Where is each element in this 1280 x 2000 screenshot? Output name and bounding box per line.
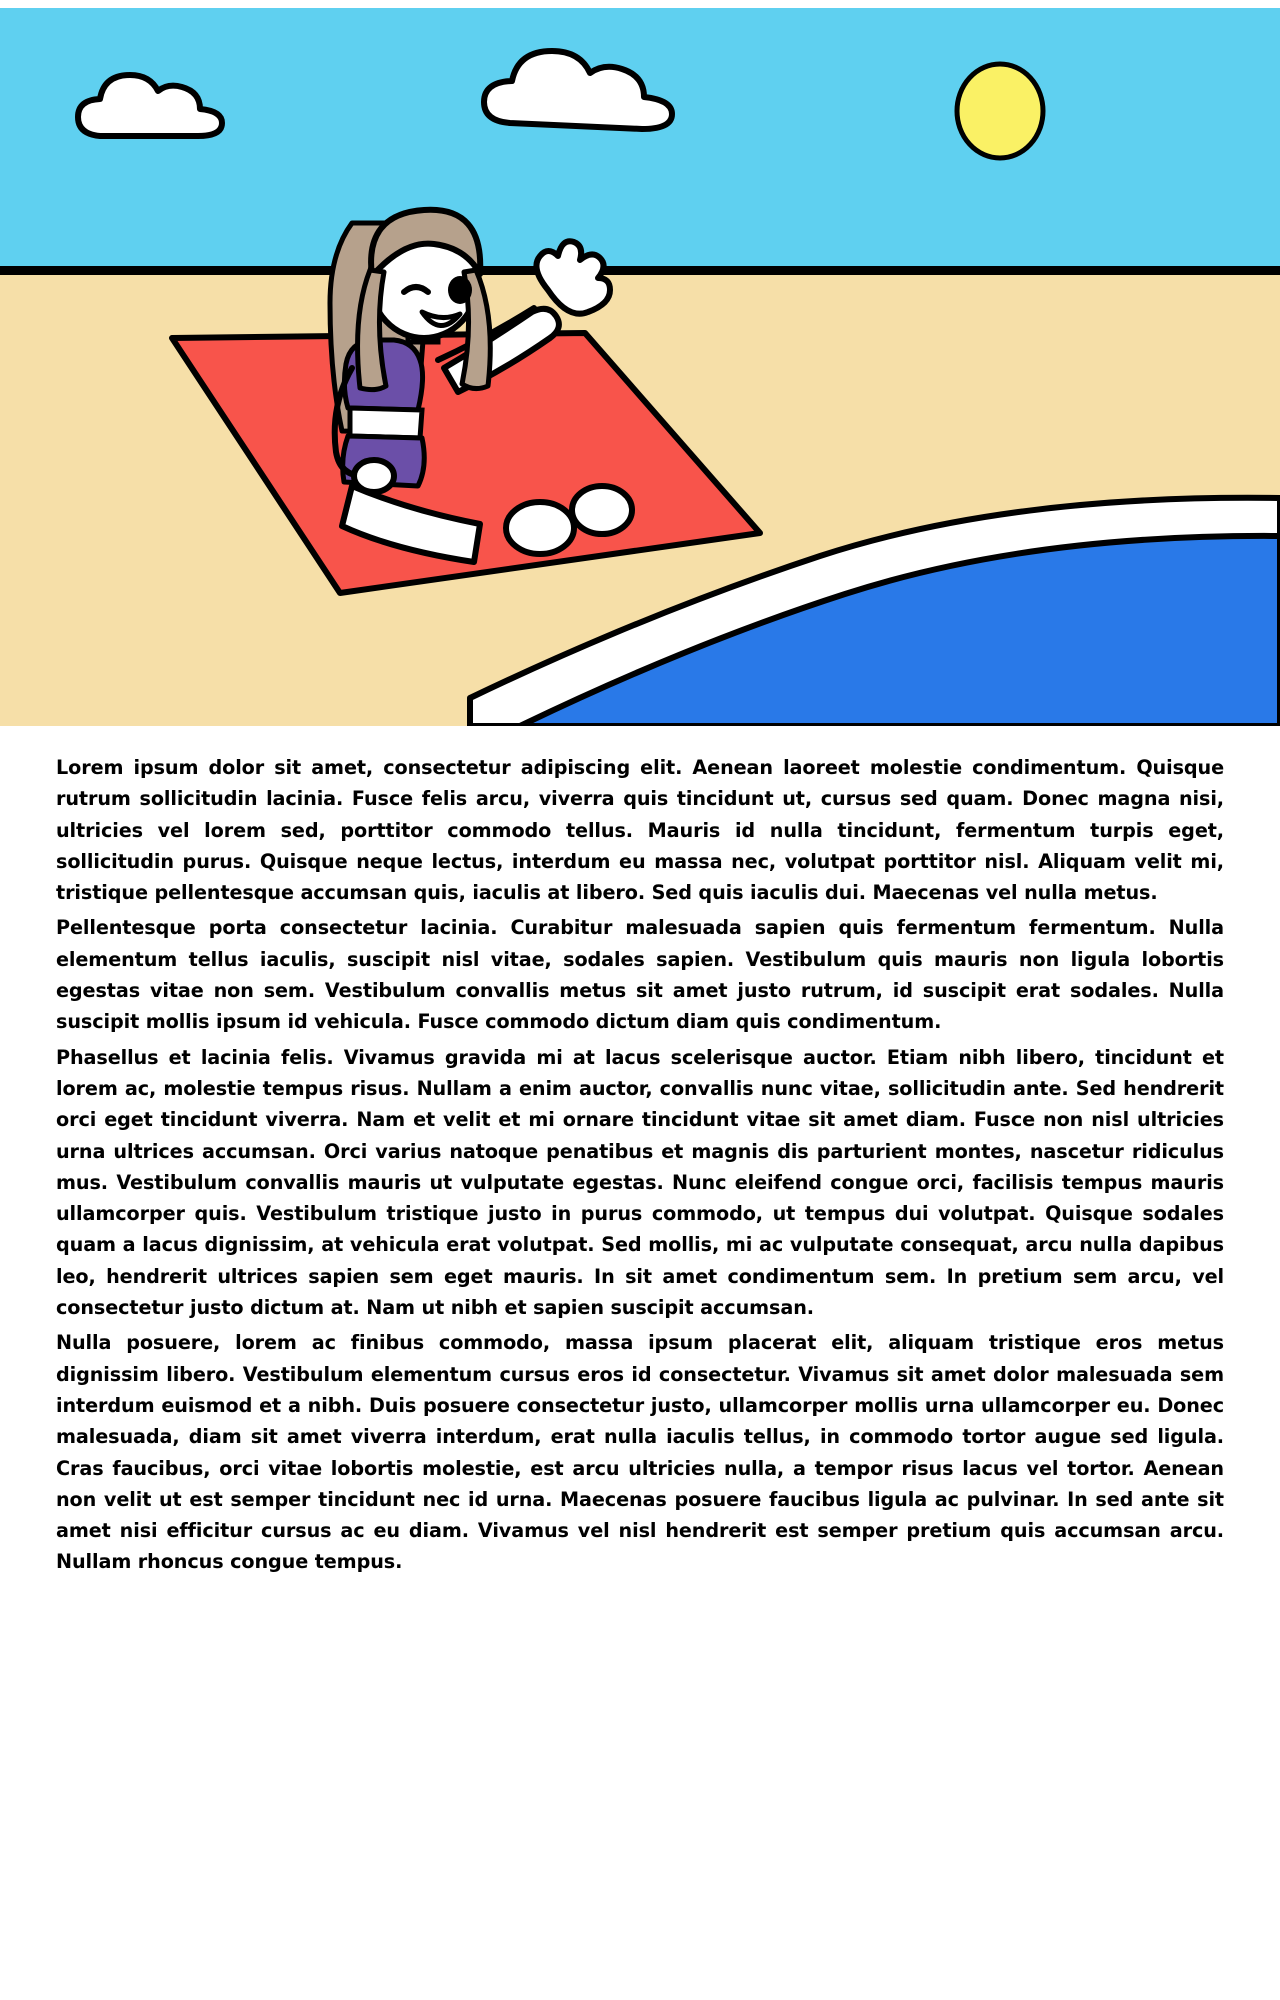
midriff	[350, 408, 422, 438]
hand-resting	[354, 460, 394, 492]
foot-right	[572, 486, 632, 534]
sun-shape	[957, 64, 1043, 158]
paragraph-2: Pellentesque porta consectetur lacinia. Curabitur malesuada sapien quis fermentum fermentum. Nulla elementum tellus iaculis, suscipit nisl vitae, sodales sapien. Vestibulum quis mauris non ligula lobortis egestas vitae non sem. Vestibulum convallis metus sit amet justo rutrum, id suscipit erat sodales. Nulla suscipit mollis ipsum id vehicula. Fusce commodo dictum diam quis condimentum.	[56, 916, 1224, 1034]
eye-right	[448, 276, 472, 304]
article-text	[0, 752, 1280, 1578]
horizon-line	[0, 266, 1280, 275]
paragraph-1: Lorem ipsum dolor sit amet, consectetur adipiscing elit. Aenean laoreet molestie condimentum. Quisque rutrum sollicitudin lacinia. Fusce felis arcu, viverra quis tincidunt ut, cursus sed quam. Donec magna nisi, ultricies vel lorem sed, porttitor commodo tellus. Mauris id nulla tincidunt, fermentum turpis eget, sollicitudin purus. Quisque neque lectus, interdum eu massa nec, volutpat porttitor nisl. Aliquam velit mi, tristique pellentesque accumsan quis, iaculis at libero. Sed quis iaculis dui. Maecenas vel nulla metus.	[56, 756, 1224, 905]
foot-left	[506, 502, 574, 554]
hair-side-left	[358, 270, 386, 390]
paragraph-4: Nulla posuere, lorem ac finibus commodo, massa ipsum placerat elit, aliquam tristique eros metus dignissim libero. Vestibulum elementum cursus eros id consectetur. Vivamus sit amet dolor malesuada sem interdum euismod et a nibh. Duis posuere consectetur justo, ullamcorper mollis urna ullamcorper eu. Donec malesuada, diam sit amet viverra interdum, erat nulla iaculis tellus, in commodo tortor augue sed ligula. Cras faucibus, orci vitae lobortis molestie, est arcu ultricies nulla, a tempor risus lacus vel tortor. Aenean non velit ut est semper tincidunt nec id urna. Maecenas posuere faucibus ligula ac pulvinar. In sed ante sit amet nisi efficitur cursus ac eu diam. Vivamus vel nisl hendrerit est semper pretium quis accumsan arcu. Nullam rhoncus congue tempus.	[56, 1331, 1224, 1574]
paragraph-3: Phasellus et lacinia felis. Vivamus gravida mi at lacus scelerisque auctor. Etiam nibh libero, tincidunt et lorem ac, molestie tempus risus. Nullam a enim auctor, convallis nunc vitae, sollicitudin ante. Sed hendrerit orci eget tincidunt viverra. Nam et velit et mi ornare tincidunt vitae sit amet diam. Fusce non nisl ultricies urna ultrices accumsan. Orci varius natoque penatibus et magnis dis parturient montes, nascetur ridiculus mus. Vestibulum convallis mauris ut vulputate egestas. Nunc eleifend congue orci, facilisis tempus mauris ullamcorper quis. Vestibulum tristique justo in purus commodo, ut tempus dui volutpat. Quisque sodales quam a lacus dignissim, at vehicula erat volutpat. Sed mollis, mi ac vulputate consequat, arcu nulla dapibus leo, hendrerit ultrices sapien sem eget mauris. In sit amet condimentum sem. In pretium sem arcu, vel consectetur justo dictum at. Nam ut nibh et sapien suscipit accumsan.	[56, 1045, 1224, 1320]
beach-scene-illustration	[0, 8, 1280, 726]
